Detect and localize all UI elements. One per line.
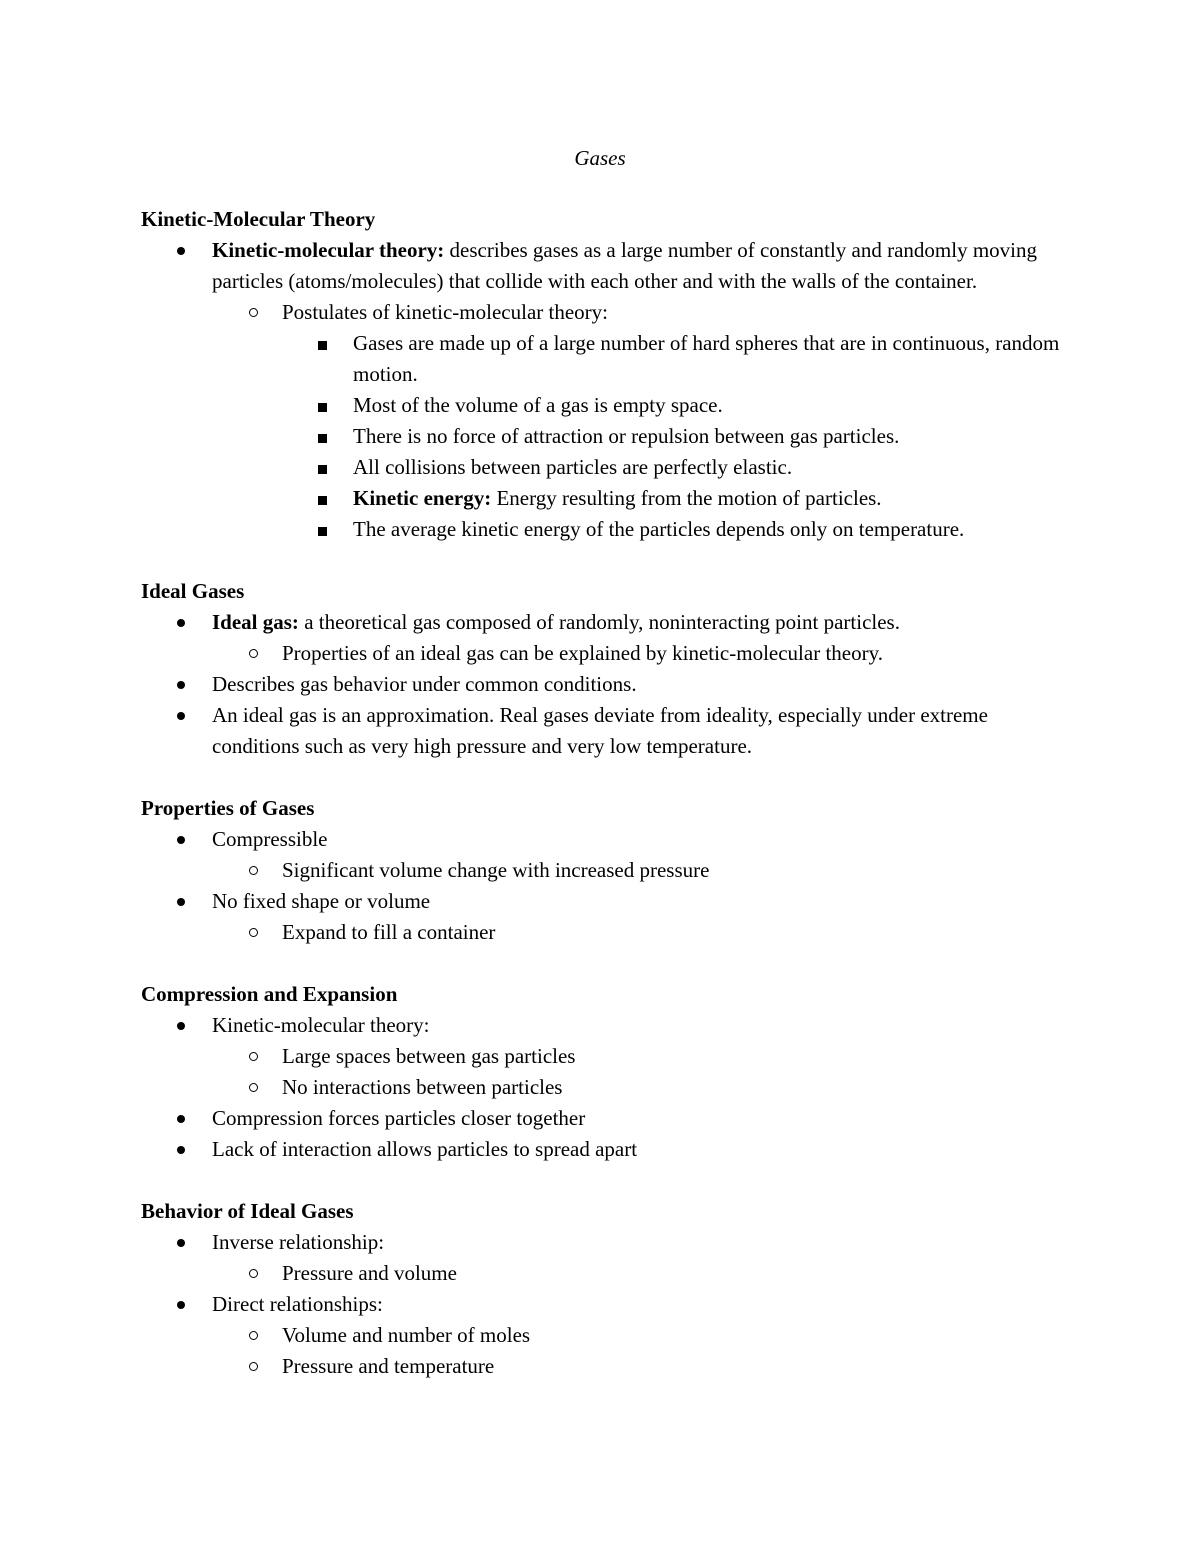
circle-bullet-icon xyxy=(249,917,258,948)
section-heading: Kinetic-Molecular Theory xyxy=(141,207,376,231)
list-item xyxy=(141,1010,1071,1041)
list-item xyxy=(141,421,1071,452)
item-text: An ideal gas is an approximation. Real gases deviate from ideality, especially under extreme conditions such as very high pressure and very low temperature. xyxy=(212,703,988,758)
item-text: Inverse relationship: xyxy=(212,1230,385,1254)
list-item xyxy=(141,855,1071,886)
document-body xyxy=(141,204,1071,1413)
circle-bullet-icon xyxy=(249,297,258,328)
item-text: Pressure and temperature xyxy=(282,1354,495,1378)
disc-bullet-icon xyxy=(177,1010,185,1041)
term-label: Kinetic-molecular theory: xyxy=(212,238,445,262)
section xyxy=(141,1196,1071,1382)
list-item xyxy=(141,1351,1071,1382)
item-text: Kinetic-molecular theory: xyxy=(212,1013,430,1037)
list-item xyxy=(141,328,1071,390)
circle-bullet-icon xyxy=(249,638,258,669)
circle-bullet-icon xyxy=(249,855,258,886)
item-text: All collisions between particles are perfectly elastic. xyxy=(353,455,793,479)
item-text: Pressure and volume xyxy=(282,1261,457,1285)
disc-bullet-icon xyxy=(177,1134,185,1165)
disc-bullet-icon xyxy=(177,1227,185,1258)
list-item xyxy=(141,824,1071,855)
item-text: No fixed shape or volume xyxy=(212,889,431,913)
item-text: Properties of an ideal gas can be explained by kinetic-molecular theory. xyxy=(282,641,883,665)
disc-bullet-icon xyxy=(177,235,185,266)
item-text: Compressible xyxy=(212,827,328,851)
circle-bullet-icon xyxy=(249,1320,258,1351)
section-heading: Ideal Gases xyxy=(141,579,245,603)
disc-bullet-icon xyxy=(177,1103,185,1134)
list-item xyxy=(141,886,1071,917)
circle-bullet-icon xyxy=(249,1041,258,1072)
item-text: Postulates of kinetic-molecular theory: xyxy=(282,300,608,324)
square-bullet-icon xyxy=(318,514,327,545)
list-item xyxy=(141,1227,1071,1258)
disc-bullet-icon xyxy=(177,700,185,731)
disc-bullet-icon xyxy=(177,607,185,638)
list-item xyxy=(141,607,1071,638)
term-label: Kinetic energy: xyxy=(353,486,492,510)
list-item xyxy=(141,297,1071,328)
list-item xyxy=(141,235,1071,297)
list-item xyxy=(141,514,1071,545)
item-text: Direct relationships: xyxy=(212,1292,383,1316)
list-item xyxy=(141,1320,1071,1351)
list-item xyxy=(141,1072,1071,1103)
item-text: There is no force of attraction or repulsion between gas particles. xyxy=(353,424,900,448)
disc-bullet-icon xyxy=(177,824,185,855)
circle-bullet-icon xyxy=(249,1072,258,1103)
list-item xyxy=(141,669,1071,700)
list-item xyxy=(141,452,1071,483)
square-bullet-icon xyxy=(318,483,327,514)
list-item xyxy=(141,390,1071,421)
list-item xyxy=(141,1289,1071,1320)
item-text: Describes gas behavior under common conditions. xyxy=(212,672,637,696)
section xyxy=(141,793,1071,948)
circle-bullet-icon xyxy=(249,1351,258,1382)
section xyxy=(141,576,1071,762)
item-text: No interactions between particles xyxy=(282,1075,563,1099)
item-text: Gases are made up of a large number of hard spheres that are in continuous, random motion. xyxy=(353,331,1060,386)
item-text: Volume and number of moles xyxy=(282,1323,531,1347)
square-bullet-icon xyxy=(318,390,327,421)
item-text: Expand to fill a container xyxy=(282,920,496,944)
section-heading: Behavior of Ideal Gases xyxy=(141,1199,354,1223)
item-text: Large spaces between gas particles xyxy=(282,1044,576,1068)
disc-bullet-icon xyxy=(177,886,185,917)
list-item xyxy=(141,1041,1071,1072)
item-text: a theoretical gas composed of randomly, noninteracting point particles. xyxy=(298,610,900,634)
document-title: Gases xyxy=(574,146,626,170)
list-item xyxy=(141,483,1071,514)
square-bullet-icon xyxy=(318,452,327,483)
item-text: describes gases as a large number of constantly and randomly moving particles (atoms/molecules) that collide with each other and with the walls of the container. xyxy=(212,238,1038,293)
circle-bullet-icon xyxy=(249,1258,258,1289)
disc-bullet-icon xyxy=(177,669,185,700)
disc-bullet-icon xyxy=(177,1289,185,1320)
section-heading: Compression and Expansion xyxy=(141,982,398,1006)
list-item xyxy=(141,700,1071,762)
square-bullet-icon xyxy=(318,328,327,359)
item-text: Most of the volume of a gas is empty space. xyxy=(353,393,723,417)
item-text: The average kinetic energy of the particles depends only on temperature. xyxy=(353,517,965,541)
list-item xyxy=(141,1103,1071,1134)
square-bullet-icon xyxy=(318,421,327,452)
term-label: Ideal gas: xyxy=(212,610,299,634)
list-item xyxy=(141,1134,1071,1165)
section xyxy=(141,979,1071,1165)
item-text: Lack of interaction allows particles to spread apart xyxy=(212,1137,638,1161)
list-item xyxy=(141,638,1071,669)
list-item xyxy=(141,917,1071,948)
item-text: Significant volume change with increased pressure xyxy=(282,858,710,882)
item-text: Energy resulting from the motion of particles. xyxy=(491,486,882,510)
section-heading: Properties of Gases xyxy=(141,796,315,820)
section xyxy=(141,204,1071,545)
item-text: Compression forces particles closer together xyxy=(212,1106,586,1130)
list-item xyxy=(141,1258,1071,1289)
